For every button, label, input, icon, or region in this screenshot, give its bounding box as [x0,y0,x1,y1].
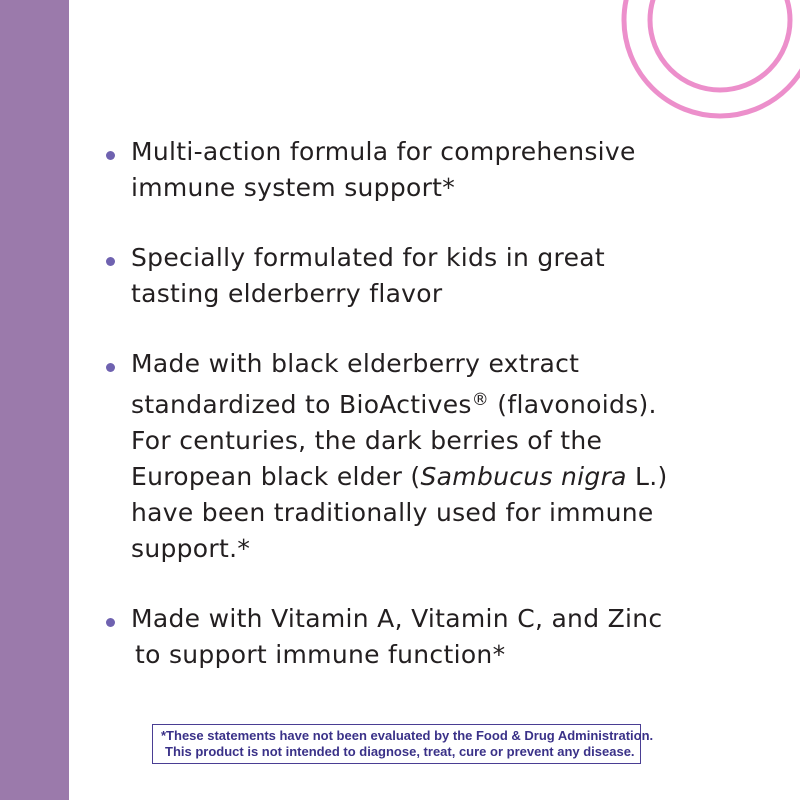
benefit-item-kids-flavor [106,240,786,312]
benefit-text-line [131,382,786,423]
benefit-text-line: For centuries, the dark berries of the [131,426,603,455]
benefit-list [106,134,786,673]
benefit-text-line: to support immune function* [135,640,506,669]
benefit-text-line: support.* [131,534,251,563]
bullet-dot-icon [106,363,115,372]
benefit-text-line: tasting elderberry flavor [131,279,443,308]
benefit-text-line [131,459,786,495]
flavonoids-text: (flavonoids). [489,390,657,419]
bioactives-text: standardized to BioActives [131,390,472,419]
benefit-text-line: immune system support* [131,173,456,202]
european-elder-text: European black elder ( [131,462,421,491]
benefit-text-line: Made with Vitamin A, Vitamin C, and Zinc [131,604,663,633]
fda-disclaimer-box [152,724,654,764]
latin-name: Sambucus nigra [420,462,627,491]
disclaimer-line: *These statements have not been evaluated by the Food & Drug Administration. [161,728,654,743]
disclaimer-line: This product is not intended to diagnose, treat, cure or prevent any disease. [165,744,635,759]
bullet-dot-icon [106,257,115,266]
benefit-text-line: Made with black elderberry extract [131,349,580,378]
benefit-text-line: Multi-action formula for comprehensive [131,137,636,166]
left-accent-bar [0,0,69,800]
bullet-dot-icon [106,618,115,627]
benefit-item-elderberry-extract [106,346,786,567]
inner-ring [650,0,790,90]
benefit-text-line: have been traditionally used for immune [131,498,654,527]
registered-mark: ® [471,390,490,410]
benefit-item-immune-support [106,134,786,206]
benefit-item-vitamins-zinc [106,601,786,673]
benefit-text-line: Specially formulated for kids in great [131,243,605,272]
bullet-dot-icon [106,151,115,160]
latin-suffix: L.) [626,462,668,491]
decorative-rings [620,0,800,130]
